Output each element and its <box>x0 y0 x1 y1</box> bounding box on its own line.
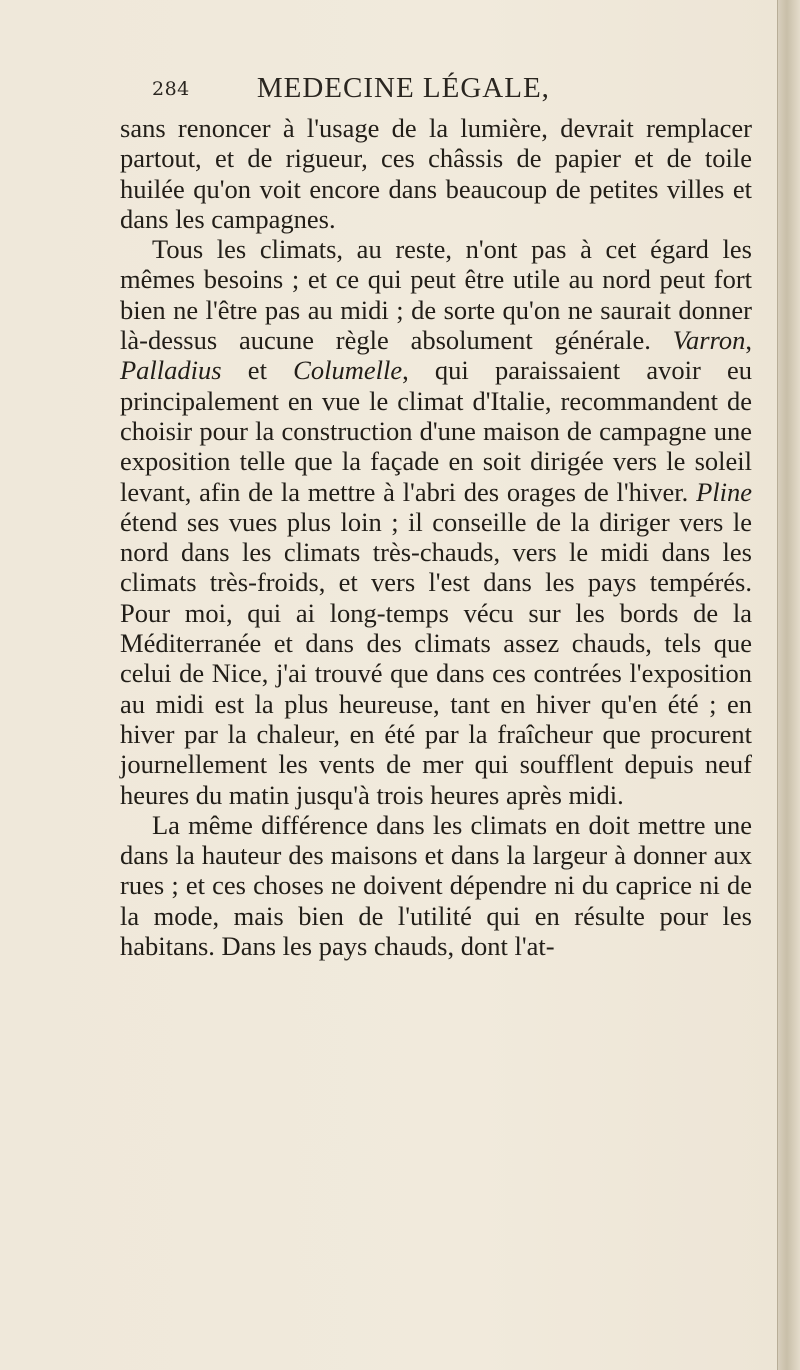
author-varron: Varron <box>672 325 746 356</box>
separator-1: , <box>745 325 752 356</box>
author-palladius: Palladius <box>120 355 222 386</box>
paragraph-2-part-3: étend ses vues plus loin ; il conseille de la diriger vers le nord dans les climats très-chauds, vers le midi dans les climats très-froids, et vers l'est dans les pays tempérés. Pour moi, qui ai long-temps vécu sur les bords de la Méditerranée et dans des climats assez chauds, tels que celui de Nice, j'ai trouvé que dans ces contrées l'exposition au midi est la plus heureuse, tant en hiver qu'en été ; en hiver par la chaleur, en été par la fraîcheur que procurent journellement les vents de mer qui soufflent depuis neuf heures du matin jusqu'à trois heures après midi. <box>120 506 752 810</box>
paragraph-2-part-1: Tous les climats, au reste, n'ont pas à cet égard les mêmes besoins ; et ce qui peut être utile au nord peut fort bien ne l'être pas au midi ; de sorte qu'on ne saurait donner là-dessus aucune règle absolument générale. <box>120 234 752 356</box>
author-columelle: Columelle <box>293 355 403 386</box>
running-title: MEDECINE LÉGALE, <box>256 72 550 104</box>
separator-2: et <box>221 355 294 386</box>
paragraph-2-part-2: , qui paraissaient avoir eu principalement en vue le climat d'Italie, recommandent de choisir pour la construction d'une maison de campagne une exposition telle que la façade en soit dirigée vers le soleil levant, afin de la mettre à l'abri des orages de l'hiver. <box>120 355 752 507</box>
paragraph-2 <box>120 234 752 810</box>
page-number: 284 <box>152 78 190 100</box>
body-text <box>120 113 752 961</box>
paragraph-1: sans renoncer à l'usage de la lumière, devrait remplacer partout, et de rigueur, ces châssis de papier et de toile huilée qu'on voit encore dans beaucoup de petites villes et dans les campagnes. <box>120 113 752 234</box>
page-header <box>152 72 550 105</box>
author-pline: Pline <box>696 476 752 507</box>
binding-gutter <box>777 0 800 1370</box>
paragraph-3: La même différence dans les climats en doit mettre une dans la hauteur des maisons et dans la largeur à donner aux rues ; et ces choses ne doivent dépendre ni du caprice ni de la mode, mais bien de l'utilité qui en résulte pour les habitans. Dans les pays chauds, dont l'at- <box>120 809 752 962</box>
